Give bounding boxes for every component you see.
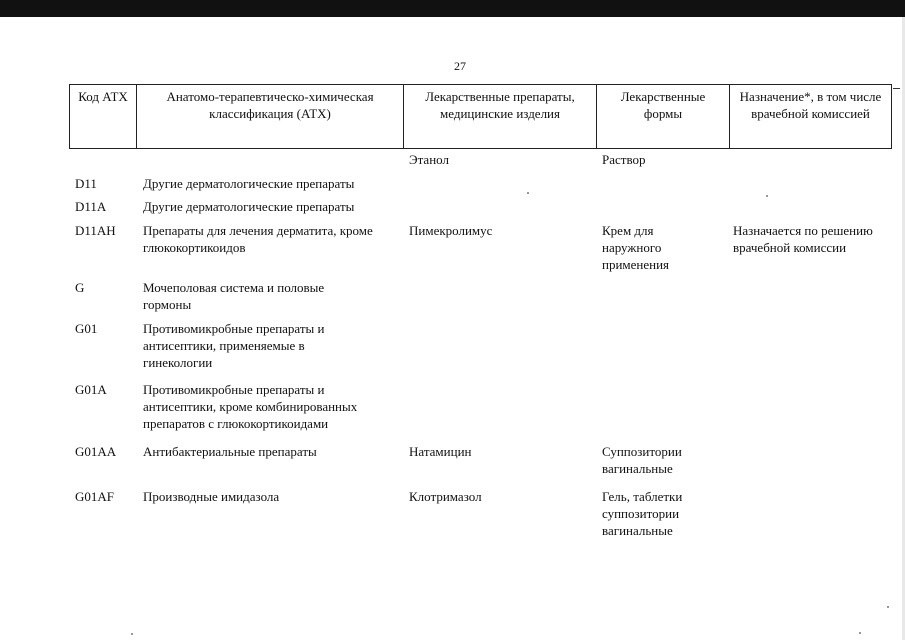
scan-speck <box>766 195 768 197</box>
row-7-drug: Натамицин <box>409 444 472 459</box>
scan-speck <box>859 632 861 634</box>
row-8-code: G01AF <box>75 489 115 504</box>
scan-speck <box>887 606 889 608</box>
row-1-class: Другие дерматологические препараты <box>143 176 355 191</box>
row-3-drug: Пимекролимус <box>409 223 493 238</box>
row-8-class: Производные имидазола <box>143 489 280 504</box>
margin-mark <box>893 88 900 89</box>
header-classification: Анатомо-терапевтическо-химическая классификация (АТХ) <box>137 85 404 149</box>
row-6-class: Противомикробные препараты и антисептики, кроме комбинированных препаратов с глюкокортикоидами <box>143 382 358 431</box>
header-drugs: Лекарственные препараты, медицинские изделия <box>404 85 597 149</box>
row-3-code: D11AH <box>75 223 116 238</box>
header-code: Код АТХ <box>70 85 137 149</box>
header-row <box>70 85 892 149</box>
row-3-class: Препараты для лечения дерматита, кроме глюкокортикоидов <box>143 223 373 255</box>
row-0-drug: Этанол <box>409 152 449 167</box>
page-number: 27 <box>454 59 466 73</box>
scan-top-border <box>0 0 905 17</box>
row-8-form: Гель, таблетки суппозитории вагинальные <box>602 489 683 538</box>
row-8-drug: Клотримазол <box>409 489 482 504</box>
header-forms: Лекарственные формы <box>597 85 730 149</box>
row-6-code: G01A <box>75 382 107 397</box>
row-4-code: G <box>75 280 85 295</box>
row-4-class: Мочеполовая система и половые гормоны <box>143 280 325 312</box>
table-header <box>69 84 892 149</box>
row-7-class: Антибактериальные препараты <box>143 444 317 459</box>
row-5-class: Противомикробные препараты и антисептики, применяемые в гинекологии <box>143 321 325 370</box>
row-3-note: Назначается по решению врачебной комиссии <box>733 223 873 255</box>
row-2-code: D11A <box>75 199 107 214</box>
scan-speck <box>131 633 133 635</box>
row-3-form: Крем для наружного применения <box>602 223 670 272</box>
row-0-form: Раствор <box>602 152 646 167</box>
row-7-form: Суппозитории вагинальные <box>602 444 682 476</box>
scan-speck <box>527 192 529 194</box>
header-prescription: Назначение*, в том числе врачебной комиссией <box>730 85 892 149</box>
row-1-code: D11 <box>75 176 97 191</box>
row-7-code: G01AA <box>75 444 117 459</box>
row-2-class: Другие дерматологические препараты <box>143 199 355 214</box>
row-5-code: G01 <box>75 321 98 336</box>
